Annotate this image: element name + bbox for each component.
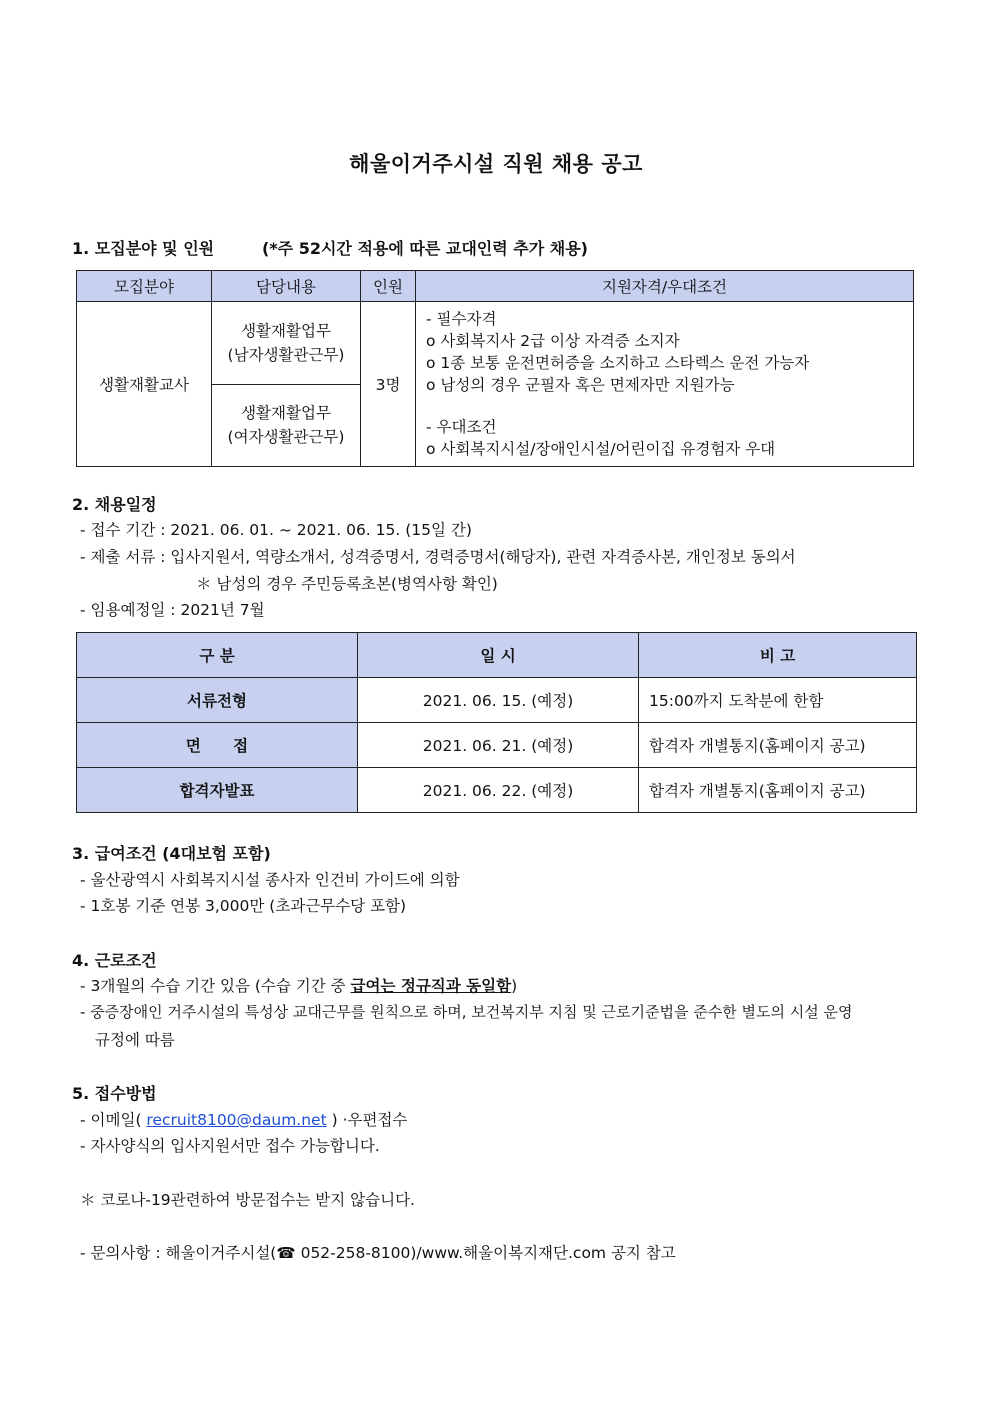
schedule-period: - 접수 기간 : 2021. 06. 01. ~ 2021. 06. 15. (15일 간) — [80, 521, 472, 539]
covid-notice: ＊ 코로나-19관련하여 방문접수는 받지 않습니다. — [80, 1191, 415, 1209]
header-requirements: 지원자격/우대조건 — [416, 271, 914, 302]
req-line-6: - 우대조건 — [426, 418, 497, 436]
schedule-documents: - 제출 서류 : 입사지원서, 역량소개서, 성격증명서, 경력증명서(해당자), 관련 자격증사본, 개인정보 동의서 — [80, 548, 796, 566]
probation-line — [80, 974, 517, 996]
recruitment-table — [76, 270, 914, 467]
req-line-3: o 1종 보통 운전면허증을 소지하고 스타렉스 운전 가능자 — [426, 354, 810, 372]
duty-male-line1: 생활재활업무 — [241, 321, 331, 340]
stage-cell: 서류전형 — [77, 678, 358, 723]
duty-cell-male — [212, 302, 361, 385]
req-spacer — [426, 396, 903, 416]
duty-female-line2: (여자생활관근무) — [227, 428, 345, 447]
section5-heading: 5. 접수방법 — [72, 1084, 157, 1103]
email-prefix: - 이메일( — [80, 1111, 147, 1129]
email-line — [80, 1108, 407, 1130]
req-line-2: o 사회복지사 2급 이상 자격증 소지자 — [426, 332, 680, 350]
salary-guide: - 울산광역시 사회복지시설 종사자 인건비 가이드에 의함 — [80, 871, 460, 889]
table-row — [77, 678, 917, 723]
schedule-start-date: - 임용예정일 : 2021년 7월 — [80, 601, 265, 619]
header-field: 모집분야 — [77, 271, 212, 302]
req-line-4: o 남성의 경우 군필자 혹은 면제자만 지원가능 — [426, 376, 735, 394]
form-notice: - 자사양식의 입사지원서만 접수 가능합니다. — [80, 1137, 380, 1155]
email-suffix: ) ·우편접수 — [326, 1111, 408, 1129]
shift-work-line-cont: 규정에 따름 — [95, 1031, 175, 1049]
section4-heading: 4. 근로조건 — [72, 951, 157, 970]
count-cell: 3명 — [361, 302, 416, 467]
header-stage: 구 분 — [77, 633, 358, 678]
probation-prefix: - 3개월의 수습 기간 있음 (수습 기간 중 — [80, 977, 351, 995]
email-link[interactable]: recruit8100@daum.net — [146, 1111, 327, 1129]
salary-amount: - 1호봉 기준 연봉 3,000만 (초과근무수당 포함) — [80, 897, 407, 915]
page-title: 해울이거주시설 직원 채용 공고 — [349, 152, 643, 176]
inquiry-line: - 문의사항 : 해울이거주시설(☎ 052-258-8100)/www.해울이복지재단.com 공지 참고 — [80, 1244, 676, 1262]
date-cell: 2021. 06. 21. (예정) — [358, 723, 639, 768]
requirements-cell — [416, 302, 914, 467]
shift-work-line: - 중증장애인 거주시설의 특성상 교대근무를 원칙으로 하며, 보건복지부 지침 및 근로기준법을 준수한 별도의 시설 운영 — [80, 1003, 853, 1021]
section2-heading: 2. 채용일정 — [72, 495, 157, 514]
section3-heading: 3. 급여조건 (4대보험 포함) — [72, 844, 271, 863]
field-cell: 생활재활교사 — [77, 302, 212, 467]
req-line-1: - 필수자격 — [426, 310, 497, 328]
header-note: 비 고 — [639, 633, 917, 678]
duty-female-line1: 생활재활업무 — [241, 404, 331, 423]
stage-cell: 면 접 — [77, 723, 358, 768]
table-row — [77, 723, 917, 768]
header-count: 인원 — [361, 271, 416, 302]
table-row — [77, 768, 917, 813]
probation-suffix: ) — [511, 977, 518, 995]
note-cell: 합격자 개별통지(홈페이지 공고) — [639, 723, 917, 768]
duty-cell-female — [212, 384, 361, 467]
date-cell: 2021. 06. 15. (예정) — [358, 678, 639, 723]
duty-male-line2: (남자생활관근무) — [227, 345, 345, 364]
note-cell: 합격자 개별통지(홈페이지 공고) — [639, 768, 917, 813]
probation-emphasis: 급여는 정규직과 동일함 — [350, 977, 512, 995]
header-duty: 담당내용 — [212, 271, 361, 302]
stage-cell: 합격자발표 — [77, 768, 358, 813]
date-cell: 2021. 06. 22. (예정) — [358, 768, 639, 813]
schedule-table — [76, 632, 917, 813]
note-cell: 15:00까지 도착분에 한함 — [639, 678, 917, 723]
section1-note: (*주 52시간 적용에 따른 교대인력 추가 채용) — [262, 239, 588, 258]
header-date: 일 시 — [358, 633, 639, 678]
section1-heading: 1. 모집분야 및 인원 — [72, 239, 215, 258]
schedule-documents-note: ＊ 남성의 경우 주민등록초본(병역사항 확인) — [196, 575, 498, 593]
req-line-7: o 사회복지시설/장애인시설/어린이집 유경험자 우대 — [426, 440, 776, 458]
